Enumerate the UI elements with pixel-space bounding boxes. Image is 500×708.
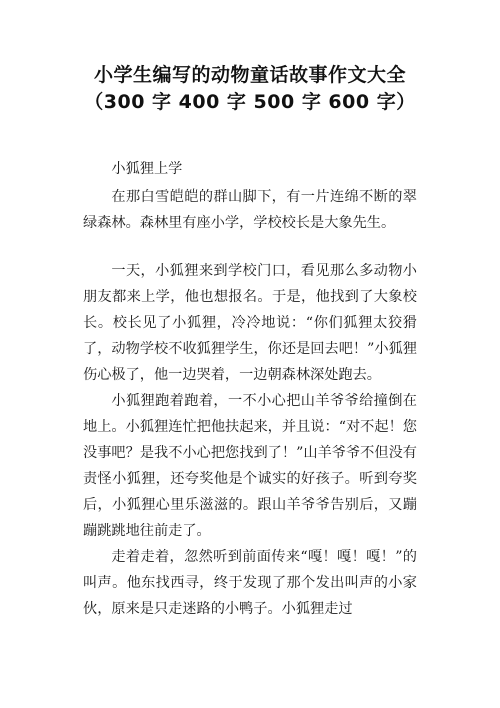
- story-title: 小狐狸上学: [111, 161, 183, 177]
- paragraph-2: 一天，小狐狸来到学校门口，看见那么多动物小朋友都来上学，他也想报名。于是，他找到了大象校长。校长见了小狐狸，冷冷地说：“你们狐狸太狡猾了，动物学校不收狐狸学生，你还是回去吧！”小狐狸伤心极了，他一边哭着，一边朝森林深处跑去。: [83, 263, 417, 383]
- title-line-1: 小学生编写的动物童话故事作文大全: [93, 64, 406, 86]
- paragraph-3: 小狐狸跑着跑着，一不小心把山羊爷爷给撞倒在地上。小狐狸连忙把他扶起来，并且说：“对不起！您没事吧？是我不小心把您找到了！”山羊爷爷不但没有责怪小狐狸，还夸奖他是个诚实的好孩子。听到夸奖后，小狐狸心里乐滋滋的。跟山羊爷爷告别后，又蹦蹦跳跳地往前走了。: [83, 393, 417, 539]
- story-body: [83, 156, 417, 622]
- title-line-2: （300 字 400 字 500 字 600 字）: [84, 91, 416, 113]
- paragraph-1: 在那白雪皑皑的群山脚下，有一片连绵不断的翠绿森林。森林里有座小学，学校校长是大象先生。: [83, 189, 417, 231]
- document-title: [83, 62, 417, 116]
- paragraph-4: 走着走着，忽然听到前面传来“嘎！嘎！嘎！”的叫声。他东找西寻，终于发现了那个发出叫声的小家伙，原来是只走迷路的小鸭子。小狐狸走过: [83, 549, 417, 617]
